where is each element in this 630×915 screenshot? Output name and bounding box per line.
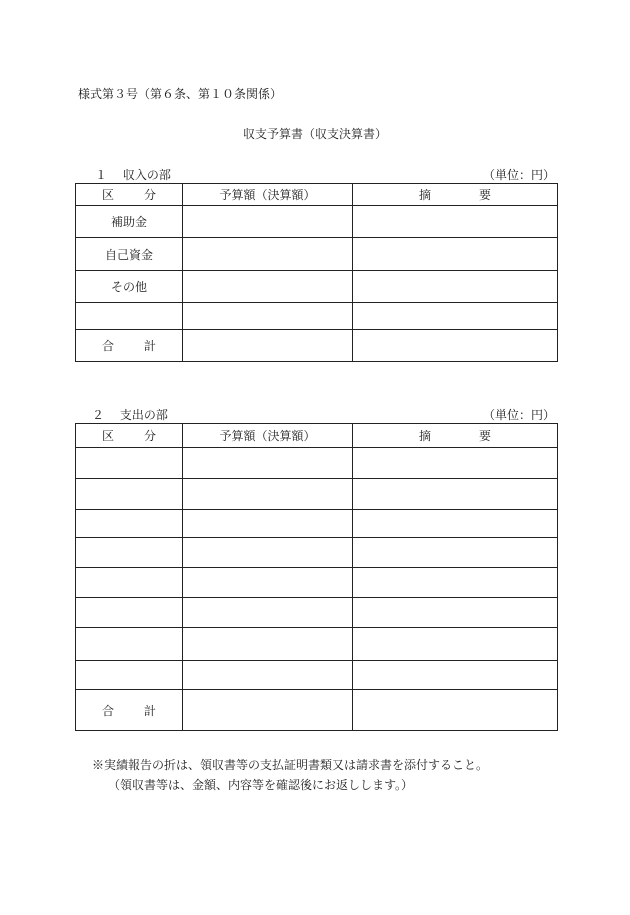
income-summary-cell [353, 238, 558, 271]
summary-header-part1: 摘 [418, 188, 431, 202]
expense-summary-cell [353, 510, 558, 538]
income-summary-cell [353, 206, 558, 238]
income-budget-cell [183, 271, 353, 303]
expense-unit-label: （単位：円） [482, 408, 555, 422]
note-attachment-instruction: ※実績報告の折は、領収書等の支払証明書類又は請求書を添付すること。 [92, 758, 489, 772]
budget-header: 予算額（決算額） [183, 424, 353, 448]
summary-header [353, 184, 558, 206]
income-summary-cell [353, 271, 558, 303]
expense-category-cell [76, 448, 183, 479]
category-header-part2: 分 [144, 429, 157, 443]
expense-header-row [76, 424, 558, 448]
table-row [76, 206, 558, 238]
expense-summary-cell [353, 538, 558, 568]
table-row [76, 568, 558, 598]
summary-header-part2: 要 [479, 429, 492, 443]
income-budget-cell [183, 238, 353, 271]
note-return-instruction: （領収書等は、金額、内容等を確認後にお返しします。） [108, 778, 414, 792]
table-row [76, 479, 558, 510]
expense-category-cell [76, 510, 183, 538]
expense-section-heading: ２ 支出の部 [92, 408, 168, 422]
page-title: 収支予算書（収支決算書） [242, 127, 387, 141]
expense-budget-cell [183, 628, 353, 661]
expense-total-summary-cell [353, 690, 558, 731]
expense-summary-cell [353, 661, 558, 690]
budget-header: 予算額（決算額） [183, 184, 353, 206]
table-row [76, 303, 558, 330]
expense-summary-cell [353, 479, 558, 510]
expense-category-cell [76, 479, 183, 510]
expense-category-cell [76, 538, 183, 568]
expense-budget-cell [183, 479, 353, 510]
expense-summary-cell [353, 448, 558, 479]
expense-category-cell [76, 628, 183, 661]
table-row [76, 448, 558, 479]
income-unit-label: （単位：円） [482, 168, 555, 182]
income-category-cell: その他 [76, 271, 183, 303]
category-header [76, 424, 183, 448]
total-label-part1: 合 [101, 703, 114, 718]
income-summary-cell [353, 303, 558, 330]
expense-budget-cell [183, 538, 353, 568]
expense-budget-cell [183, 598, 353, 628]
total-label-part2: 計 [144, 703, 157, 718]
expense-summary-cell [353, 598, 558, 628]
expense-total-budget-cell [183, 690, 353, 731]
summary-header-part1: 摘 [418, 429, 431, 443]
table-row [76, 238, 558, 271]
total-label-part1: 合 [101, 339, 114, 353]
income-header-row [76, 184, 558, 206]
table-row [76, 538, 558, 568]
expense-category-cell [76, 598, 183, 628]
table-row [76, 510, 558, 538]
table-row [76, 598, 558, 628]
category-header-part1: 区 [101, 188, 114, 202]
expense-budget-cell [183, 568, 353, 598]
expense-budget-cell [183, 448, 353, 479]
expense-table [75, 423, 558, 731]
income-budget-cell [183, 303, 353, 330]
table-row [76, 661, 558, 690]
category-header-part1: 区 [101, 429, 114, 443]
income-table [75, 183, 558, 362]
form-number: 様式第３号（第６条、第１０条関係） [78, 87, 283, 101]
table-row [76, 628, 558, 661]
summary-header [353, 424, 558, 448]
category-header [76, 184, 183, 206]
income-total-label [76, 330, 183, 362]
income-budget-cell [183, 206, 353, 238]
income-section-heading: １ 収入の部 [95, 168, 171, 182]
total-label-part2: 計 [144, 339, 157, 353]
category-header-part2: 分 [144, 188, 157, 202]
income-category-cell: 補助金 [76, 206, 183, 238]
expense-budget-cell [183, 661, 353, 690]
expense-category-cell [76, 568, 183, 598]
expense-total-row [76, 690, 558, 731]
income-total-summary-cell [353, 330, 558, 362]
expense-total-label [76, 690, 183, 731]
table-row [76, 271, 558, 303]
income-category-cell: 自己資金 [76, 238, 183, 271]
expense-summary-cell [353, 628, 558, 661]
income-total-budget-cell [183, 330, 353, 362]
expense-category-cell [76, 661, 183, 690]
expense-summary-cell [353, 568, 558, 598]
summary-header-part2: 要 [479, 188, 492, 202]
income-total-row [76, 330, 558, 362]
expense-budget-cell [183, 510, 353, 538]
income-category-cell [76, 303, 183, 330]
